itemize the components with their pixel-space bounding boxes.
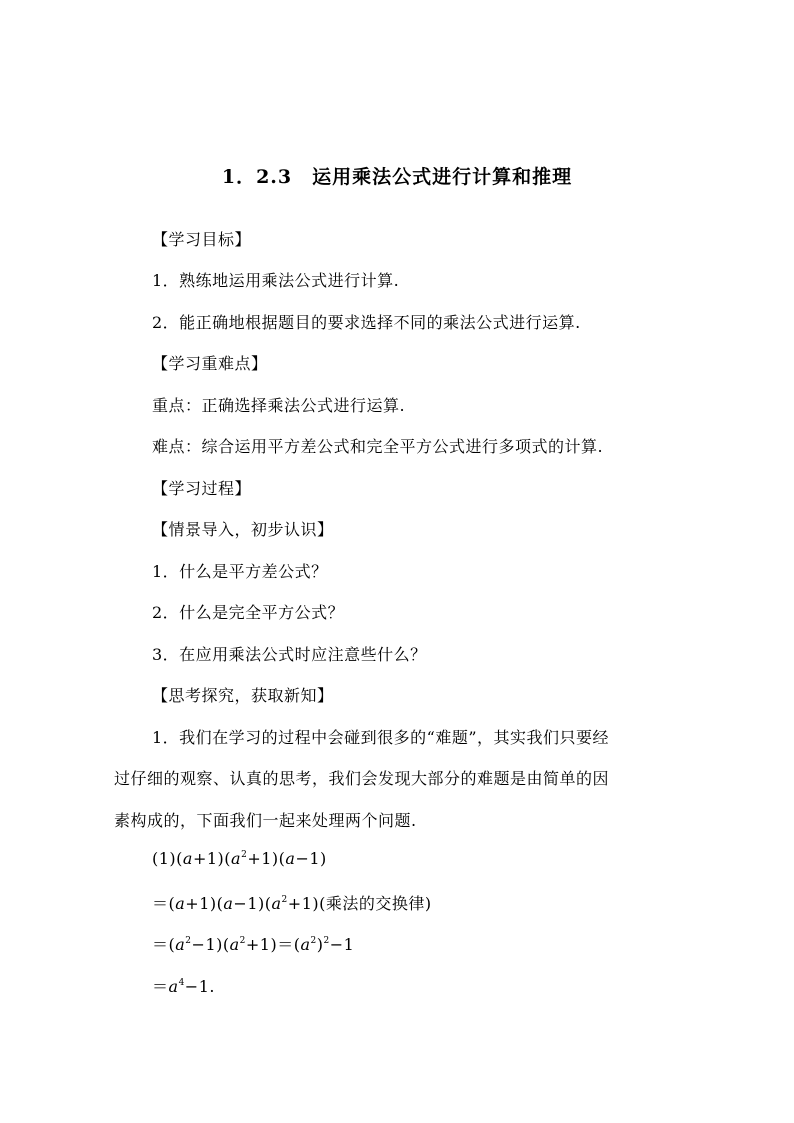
- objective-2: 2．能正确地根据题目的要求选择不同的乘法公式进行运算.: [152, 313, 581, 332]
- math-exponent: 2: [281, 895, 288, 905]
- math-exponent: 2: [323, 936, 330, 946]
- math-text: ＝(: [152, 935, 176, 954]
- math-text: +1)＝(: [245, 935, 301, 954]
- math-text: +1)(: [247, 849, 286, 868]
- math-var: a: [300, 935, 311, 954]
- math-var: a: [229, 935, 240, 954]
- question-2: 2．什么是完全平方公式？: [152, 603, 345, 622]
- math-var: a: [231, 849, 242, 868]
- paragraph-line-2: 过仔细的观察、认真的思考，我们会发现大部分的难题是由简单的因: [114, 769, 610, 788]
- math-text: ): [316, 935, 324, 954]
- math-text: −1)(: [191, 935, 230, 954]
- math-text: ＝(: [152, 894, 176, 913]
- difficult-point: 难点：综合运用平方差公式和完全平方公式进行多项式的计算.: [152, 437, 604, 456]
- math-exponent: 2: [310, 936, 317, 946]
- intro-heading: 【情景导入，初步认识】: [152, 520, 334, 539]
- difficulty-heading: 【学习重难点】: [152, 354, 268, 373]
- objectives-heading: 【学习目标】: [152, 230, 252, 249]
- math-text: +1)(: [185, 894, 224, 913]
- math-exponent: 2: [185, 936, 192, 946]
- math-exponent: 2: [241, 850, 248, 860]
- math-var: a: [271, 894, 282, 913]
- math-var: a: [223, 894, 234, 913]
- math-var: a: [168, 977, 179, 996]
- objective-1: 1．熟练地运用乘法公式进行计算.: [152, 271, 400, 290]
- process-heading: 【学习过程】: [152, 479, 252, 498]
- math-text: −1: [329, 935, 355, 954]
- question-3: 3．在应用乘法公式时应注意些什么？: [152, 645, 427, 664]
- math-var: a: [175, 894, 186, 913]
- math-exponent: 2: [239, 936, 246, 946]
- math-text: ＝: [152, 977, 169, 996]
- math-exponent: 4: [178, 978, 185, 988]
- paragraph-line-3: 素构成的，下面我们一起来处理两个问题.: [114, 811, 417, 830]
- question-1: 1．什么是平方差公式？: [152, 562, 328, 581]
- explore-heading: 【思考探究，获取新知】: [152, 686, 334, 705]
- paragraph-line-1: 1．我们在学习的过程中会碰到很多的“难题”，其实我们只要经: [152, 728, 610, 747]
- math-step-3: [152, 932, 354, 955]
- math-text: +1)(: [192, 849, 232, 868]
- math-text: (1)(: [152, 849, 183, 868]
- math-text: −1)(: [233, 894, 272, 913]
- math-step-1: [152, 849, 327, 868]
- math-text: −1.: [184, 977, 215, 996]
- key-point: 重点：正确选择乘法公式进行运算.: [152, 396, 406, 415]
- math-text: +1)(乘法的交换律): [287, 894, 432, 913]
- page-title: 1．2.3 运用乘法公式进行计算和推理: [221, 166, 573, 188]
- math-text: −1): [295, 849, 327, 868]
- math-var: a: [182, 849, 193, 868]
- math-var: a: [285, 849, 296, 868]
- math-var: a: [175, 935, 186, 954]
- math-step-4: [152, 974, 215, 997]
- math-step-2: [152, 891, 432, 914]
